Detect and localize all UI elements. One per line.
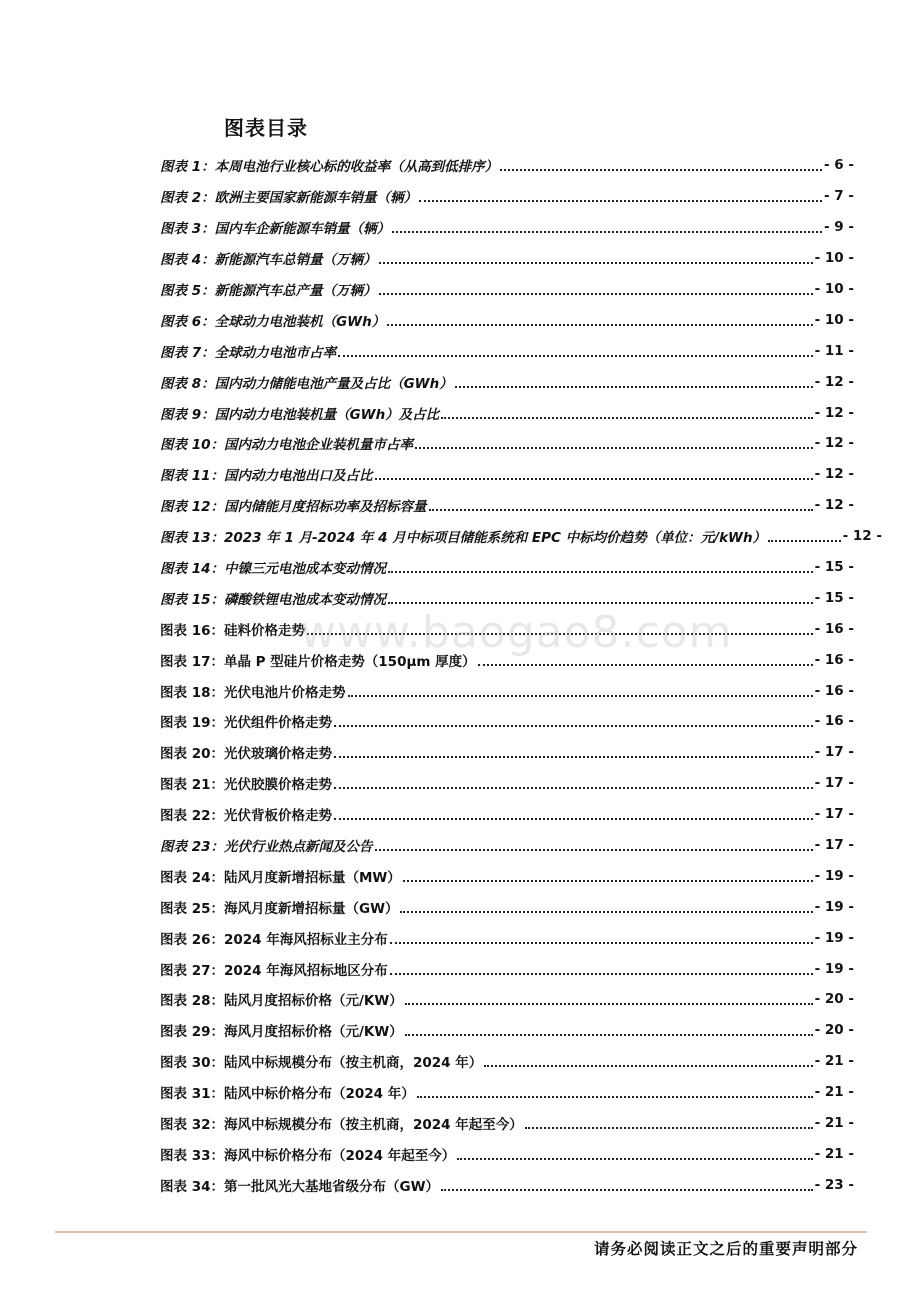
toc-entry[interactable]	[160, 490, 882, 521]
toc-entry-page: - 12 -	[814, 373, 854, 390]
toc-leader-dots	[403, 880, 813, 882]
toc-entry[interactable]	[160, 1139, 882, 1170]
toc-entry-page: - 17 -	[814, 744, 854, 761]
toc-entry-page: - 9 -	[824, 219, 854, 236]
toc-leader-dots	[392, 231, 822, 233]
toc-entry-page: - 21 -	[814, 1053, 854, 1070]
toc-leader-dots	[338, 355, 813, 357]
toc-entry-page: - 16 -	[814, 713, 854, 730]
toc-entry-page: - 16 -	[814, 620, 854, 637]
toc-entry-label: 图表 30：陆风中标规模分布（按主机商，2024 年）	[160, 1055, 483, 1072]
toc-entry-page: - 19 -	[814, 929, 854, 946]
toc-leader-dots	[478, 664, 813, 666]
toc-entry-label: 图表 19：光伏组件价格走势	[160, 715, 332, 732]
toc-title: 图表目录	[224, 116, 308, 140]
toc-entry[interactable]	[160, 953, 882, 984]
toc-entry-label: 图表 7：全球动力电池市占率	[160, 344, 337, 361]
toc-entry[interactable]	[160, 459, 882, 490]
toc-entry[interactable]	[160, 1169, 882, 1200]
toc-entry-page: - 6 -	[824, 157, 854, 174]
toc-entry-label: 图表 28：陆风月度招标价格（元/KW）	[160, 993, 403, 1010]
toc-leader-dots	[441, 417, 812, 419]
toc-entry-page: - 20 -	[814, 991, 854, 1008]
toc-entry-label: 图表 16：硅料价格走势	[160, 622, 305, 639]
toc-entry-label: 图表 27：2024 年海风招标地区分布	[160, 962, 388, 979]
toc-entry-label: 图表 25：海风月度新增招标量（GW）	[160, 900, 399, 917]
toc-entry-page: - 11 -	[814, 342, 854, 359]
toc-entry[interactable]	[160, 366, 882, 397]
toc-entry-page: - 12 -	[814, 466, 854, 483]
toc-entry-page: - 17 -	[814, 775, 854, 792]
toc-entry-label: 图表 11：国内动力电池出口及占比	[160, 468, 373, 485]
toc-entry-page: - 12 -	[814, 435, 854, 452]
toc-entry-page: - 21 -	[814, 1084, 854, 1101]
toc-entry[interactable]	[160, 1108, 882, 1139]
toc-entry-page: - 16 -	[814, 651, 854, 668]
toc-entry-label: 图表 9：国内动力电池装机量（GWh）及占比	[160, 406, 440, 423]
toc-entry-label: 图表 29：海风月度招标价格（元/KW）	[160, 1024, 403, 1041]
toc-entry[interactable]	[160, 582, 882, 613]
toc-entry-label: 图表 18：光伏电池片价格走势	[160, 684, 346, 701]
toc-leader-dots	[388, 602, 813, 604]
toc-entry-page: - 19 -	[814, 898, 854, 915]
toc-entry[interactable]	[160, 274, 882, 305]
toc-entry-label: 图表 4：新能源汽车总销量（万辆）	[160, 252, 377, 269]
toc-entry[interactable]	[160, 552, 882, 583]
toc-leader-dots	[500, 169, 822, 171]
toc-leader-dots	[405, 1034, 813, 1036]
toc-entry[interactable]	[160, 335, 882, 366]
toc-entry[interactable]	[160, 613, 882, 644]
toc-entry-page: - 21 -	[814, 1145, 854, 1162]
toc-entry[interactable]	[160, 1046, 882, 1077]
toc-leader-dots	[387, 324, 812, 326]
toc-entry-label: 图表 10：国内动力电池企业装机量市占率	[160, 437, 413, 454]
toc-entry-label: 图表 6：全球动力电池装机（GWh）	[160, 313, 386, 330]
toc-entry[interactable]	[160, 675, 882, 706]
toc-entry-label: 图表 14：中镍三元电池成本变动情况	[160, 561, 386, 578]
toc-entry-label: 图表 13：2023 年 1 月-2024 年 4 月中标项目储能系统和 EPC 中标均价趋势（单位：元/kWh）	[160, 530, 767, 547]
toc-entry[interactable]	[160, 150, 882, 181]
toc-entry-label: 图表 26：2024 年海风招标业主分布	[160, 931, 388, 948]
toc-leader-dots	[405, 1003, 813, 1005]
toc-entry-label: 图表 31：陆风中标价格分布（2024 年）	[160, 1086, 415, 1103]
toc-entry[interactable]	[160, 830, 882, 861]
toc-entry-label: 图表 23：光伏行业热点新闻及公告	[160, 839, 373, 856]
toc-leader-dots	[379, 262, 813, 264]
toc-leader-dots	[334, 725, 813, 727]
toc-entry[interactable]	[160, 1015, 882, 1046]
toc-entry[interactable]	[160, 644, 882, 675]
toc-entry[interactable]	[160, 428, 882, 459]
toc-entry-page: - 16 -	[814, 682, 854, 699]
toc-entry-page: - 17 -	[814, 837, 854, 854]
toc-leader-dots	[419, 200, 822, 202]
toc-entry[interactable]	[160, 737, 882, 768]
toc-leader-dots	[429, 509, 813, 511]
toc-leader-dots	[484, 1065, 812, 1067]
toc-leader-dots	[390, 942, 813, 944]
toc-leader-dots	[525, 1127, 813, 1129]
toc-entry-page: - 7 -	[824, 188, 854, 205]
toc-leader-dots	[457, 1158, 812, 1160]
toc-entry[interactable]	[160, 243, 882, 274]
toc-entry[interactable]	[160, 212, 882, 243]
toc-entry-page: - 12 -	[814, 404, 854, 421]
toc-leader-dots	[455, 386, 813, 388]
toc-leader-dots	[334, 818, 813, 820]
toc-entry-label: 图表 17：单晶 P 型硅片价格走势（150μm 厚度）	[160, 653, 476, 670]
toc-entry[interactable]	[160, 860, 882, 891]
toc-leader-dots	[307, 633, 813, 635]
toc-entry-label: 图表 3：国内车企新能源车销量（辆）	[160, 221, 391, 238]
toc-entry[interactable]	[160, 891, 882, 922]
footer-notice: 请务必阅读正文之后的重要声明部分	[593, 1239, 858, 1258]
toc-leader-dots	[379, 293, 813, 295]
toc-leader-dots	[375, 478, 813, 480]
toc-leader-dots	[441, 1189, 813, 1191]
toc-leader-dots	[390, 973, 813, 975]
toc-entry-page: - 10 -	[814, 250, 854, 267]
toc-leader-dots	[417, 1096, 813, 1098]
toc-entry-label: 图表 2：欧洲主要国家新能源车销量（辆）	[160, 190, 418, 207]
toc-entry-page: - 17 -	[814, 806, 854, 823]
toc-entry-page: - 23 -	[814, 1176, 854, 1193]
toc-leader-dots	[334, 787, 813, 789]
footer-divider	[55, 1231, 867, 1233]
toc-entry-label: 图表 12：国内储能月度招标功率及招标容量	[160, 499, 427, 516]
toc-list	[160, 150, 882, 1200]
watermark: www.baogao8.com	[300, 607, 733, 658]
toc-leader-dots	[415, 447, 813, 449]
toc-entry-label: 图表 5：新能源汽车总产量（万辆）	[160, 283, 377, 299]
toc-entry[interactable]	[160, 397, 882, 428]
toc-entry-label: 图表 20：光伏玻璃价格走势	[160, 746, 332, 763]
toc-entry-label: 图表 24：陆风月度新增招标量（MW）	[160, 869, 401, 886]
toc-entry[interactable]	[160, 304, 882, 335]
toc-entry-page: - 19 -	[814, 867, 854, 884]
toc-entry[interactable]	[160, 521, 882, 552]
toc-entry-page: - 12 -	[814, 497, 854, 514]
toc-entry-label: 图表 22：光伏背板价格走势	[160, 808, 332, 825]
toc-entry-label: 图表 33：海风中标价格分布（2024 年起至今）	[160, 1147, 456, 1164]
toc-leader-dots	[400, 911, 812, 913]
toc-entry-page: - 19 -	[814, 960, 854, 977]
toc-leader-dots	[768, 540, 841, 542]
toc-entry-label: 图表 1：本周电池行业核心标的收益率（从高到低排序）	[160, 159, 499, 176]
toc-leader-dots	[388, 571, 813, 573]
toc-entry[interactable]	[160, 768, 882, 799]
toc-entry[interactable]	[160, 922, 882, 953]
toc-entry-page: - 20 -	[814, 1022, 854, 1039]
toc-leader-dots	[334, 756, 813, 758]
toc-entry-page: - 15 -	[814, 589, 854, 606]
toc-entry-page: - 12 -	[842, 528, 882, 545]
toc-entry-page: - 10 -	[814, 311, 854, 328]
toc-entry[interactable]	[160, 181, 882, 212]
toc-entry[interactable]	[160, 984, 882, 1015]
toc-entry-label: 图表 32：海风中标规模分布（按主机商，2024 年起至今）	[160, 1117, 523, 1134]
toc-leader-dots	[348, 695, 813, 697]
toc-entry-label: 图表 15：磷酸铁锂电池成本变动情况	[160, 591, 386, 608]
toc-entry-label: 图表 21：光伏胶膜价格走势	[160, 777, 332, 794]
toc-entry[interactable]	[160, 799, 882, 830]
toc-entry[interactable]	[160, 1077, 882, 1108]
toc-leader-dots	[375, 849, 813, 851]
toc-entry-label: 图表 8：国内动力储能电池产量及占比（GWh）	[160, 375, 453, 392]
toc-entry-label: 图表 34：第一批风光大基地省级分布（GW）	[160, 1178, 439, 1195]
toc-entry-page: - 10 -	[814, 281, 854, 297]
toc-entry-page: - 21 -	[814, 1115, 854, 1132]
toc-entry[interactable]	[160, 706, 882, 737]
toc-entry-page: - 15 -	[814, 559, 854, 576]
